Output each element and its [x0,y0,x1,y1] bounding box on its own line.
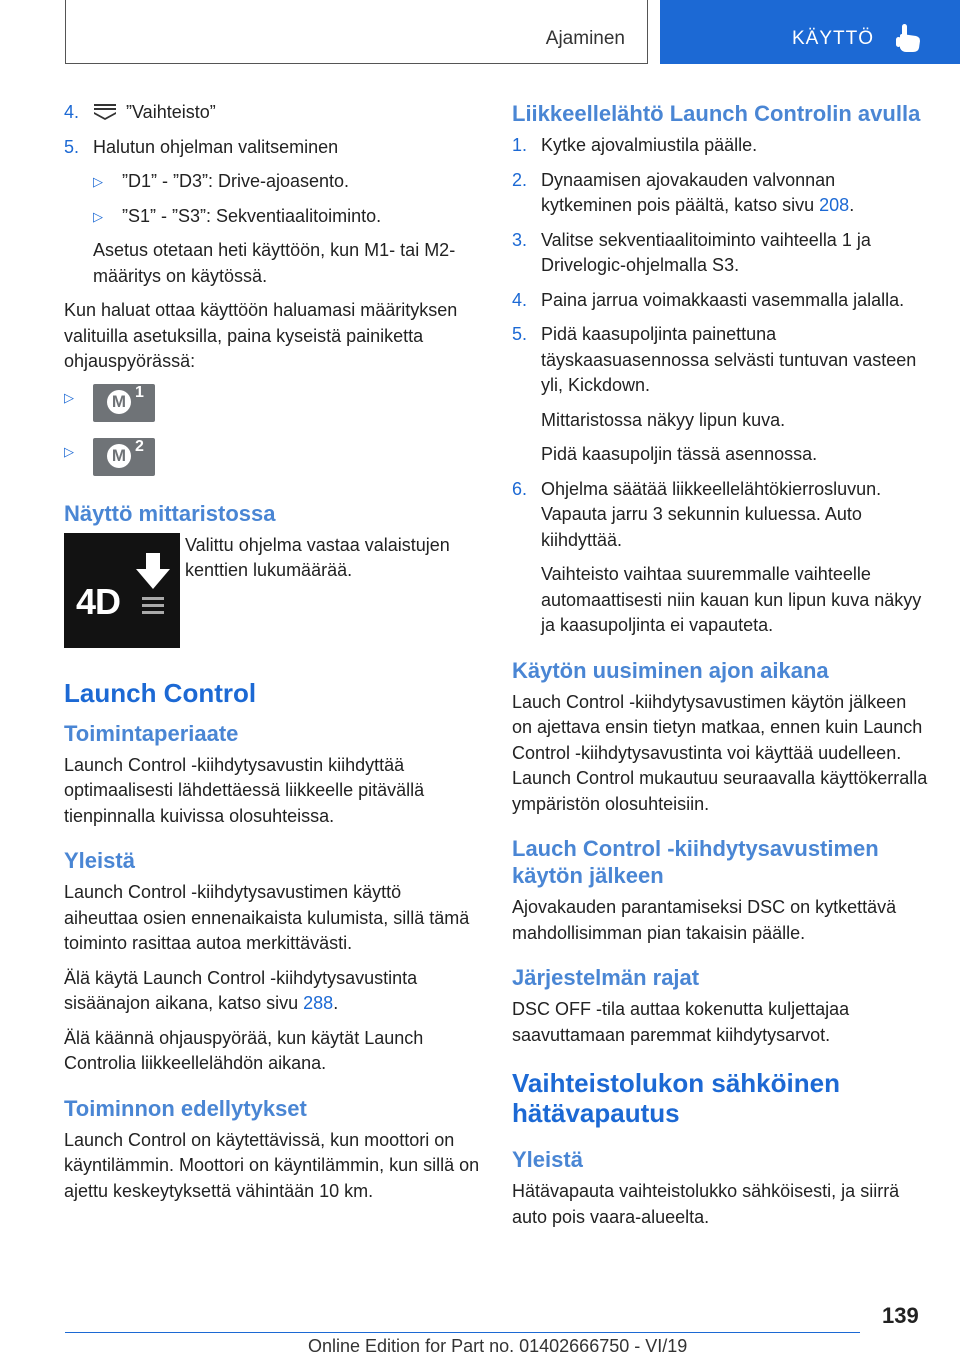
sub-text: ”S1” - ”S3”: Sekventiaalitoiminto. [122,205,382,226]
page-link-288[interactable]: 288 [303,993,334,1013]
gearbox-icon [93,102,117,120]
heading-principle: Toimintaperiaate [64,720,239,746]
step-note: Mittaristossa näkyy lipun kuva. [541,409,786,430]
left-column [64,100,480,1213]
list-text: Pidä kaasupoljinta painettuna täyskaasuasennossa selvästi tuntuvan vasteen yli, Kickdown. [541,324,917,395]
heading-emergency-release: Vaihteistolukon sähköinen hätävapautus [512,1068,840,1128]
list-text: ”Vaihteisto” [126,102,216,122]
hand-pointer-icon [896,24,922,52]
list-number: 5. [64,136,80,157]
chapter-tab-label: KÄYTTÖ [792,28,875,49]
heading-requirements: Toiminnon edellytykset [64,1095,307,1121]
list-number: 4. [64,102,80,122]
header-box [65,0,648,64]
shift-down-arrow-icon [136,553,170,627]
paragraph: Launch Control on käytettävissä, kun moottori on käyntilämmin. Moottori on käyntilämmin, kun sillä on ajettu keskeytyksettä vähintään 10 km. [64,1129,480,1201]
heading-general: Yleistä [64,848,135,873]
sub-text: ”D1” - ”D3”: Drive-ajoasento. [122,171,350,191]
heading-general: Yleistä [512,1147,583,1172]
m2-button-row [64,438,480,476]
sub-note: Asetus otetaan heti käyttöön, kun M1- tai M2-määritys on käytössä. [93,240,456,286]
paragraph: Launch Control -kiihdytysavustin kiihdyttää optimaalisesti lähdettäessä liikkeelle pitävällä tienpinnalla kuivissa olosuhteissa. [64,754,425,826]
list-text: Valitse sekventiaalitoiminto vaihteella 1 ja Drivelogic-ohjelmalla S3. [541,229,871,275]
list-item [512,322,928,399]
list-item [512,133,928,159]
m2-button-icon: M 2 [93,438,155,476]
list-item: 2. Dynaamisen ajovakauden valvonnan kytkeminen pois päältä, katso sivu 208. [512,169,855,215]
m1-button-row [64,384,480,422]
bullet-triangle-icon: ▷ [64,443,74,459]
edition-footer: Online Edition for Part no. 01402666750 - VI/19 [308,1336,688,1356]
paragraph: Launch Control -kiihdytysavustimen käyttö aiheuttaa osien ennenaikaista kulumista, sillä tämä toiminto rasittaa autoa merkittävästi. [64,882,470,953]
paragraph: Ajovakauden parantamiseksi DSC on kytkettävä mahdollisimman pian takaisin päälle. [512,897,897,943]
heading-display: Näyttö mittaristossa [64,500,276,526]
paragraph: Älä käännä ohjauspyörää, kun käytät Launch Controlia liikkeellelähdön aikana. [64,1027,424,1073]
list-number: 2. [512,169,528,190]
list-text: Dynaamisen ajovakauden valvonnan kytkeminen pois päältä, katso sivu [541,169,836,215]
list-item [64,135,480,161]
paragraph: DSC OFF -tila auttaa kokenutta kuljettajaa saavuttamaan paremmat kiihdytysarvot. [512,999,850,1045]
list-item [512,228,928,279]
heading-launch-control: Launch Control [64,677,257,708]
display-figure [64,533,480,648]
heading-reuse: Käytön uusiminen ajon aikana [512,657,829,683]
list-item [512,477,928,554]
sub-list-item [64,204,480,230]
paragraph: Lauch Control -kiihdytysavustimen käytön jälkeen on ajettava ensin tietyn matkaa, ennen kuin Launch Control -kiihdytysavustinta voi käyttää uudelleen. Launch Control mukautuu seuraavalla käyttökerralla ympäristön olosuhteisiin. [512,691,928,814]
list-number: 5. [512,324,528,344]
display-description: Valittu ohjelma vastaa valaistujen kenttien lukumäärää. [185,534,450,580]
sub-list-item [64,169,480,195]
bullet-triangle-icon: ▷ [93,208,103,224]
list-number: 1. [512,135,528,155]
page-link-208[interactable]: 208 [819,195,850,215]
bullet-triangle-icon: ▷ [93,174,103,189]
list-item [64,100,480,126]
paragraph: Älä käytä Launch Control -kiihdytysavustinta sisäänajon aikana, katso sivu 288. [64,967,418,1013]
list-number: 4. [512,289,528,310]
chapter-tab[interactable] [660,0,960,64]
right-column [512,100,928,1239]
paragraph: Kun haluat ottaa käyttöön haluamasi määrityksen valituilla asetuksilla, paina kyseistä painiketta ohjauspyörässä: [64,300,458,371]
paragraph: Hätävapauta vaihteistolukko sähköisesti, ja siirrä auto pois vaara-alueelta. [512,1181,900,1227]
heading-limits: Järjestelmän rajat [512,965,700,990]
list-number: 6. [512,478,528,499]
list-text: Paina jarrua voimakkaasti vasemmalla jalalla. [541,289,905,310]
section-title: Ajaminen [545,28,625,49]
list-number: 3. [512,229,528,250]
bullet-triangle-icon: ▷ [64,389,74,405]
step-note: Vaihteisto vaihtaa suuremmalle vaihteelle automaattisesti niin kauan kun lipun kuva näkyy ja kaasupoljinta ei vapauteta. [541,564,922,635]
list-text: Ohjelma säätää liikkeellelähtökierrosluvun. Vapauta jarru 3 sekunnin kuluessa. Auto kiihdyttää. [541,478,882,550]
instrument-display-image: 4D [64,533,180,648]
m1-button-icon: M 1 [93,384,155,422]
list-text: Kytke ajovalmiustila päälle. [541,135,758,155]
list-item [512,288,928,314]
page-number: 139 [882,1303,919,1328]
list-text: Halutun ohjelman valitseminen [93,136,339,157]
footer-divider [65,1332,860,1333]
heading-after-use: Lauch Control -kiihdytysavustimen käytön jälkeen [512,836,879,888]
heading-launch-with: Liikkeellelähtö Launch Controlin avulla [512,101,921,126]
step-note: Pidä kaasupoljin tässä asennossa. [541,444,818,464]
